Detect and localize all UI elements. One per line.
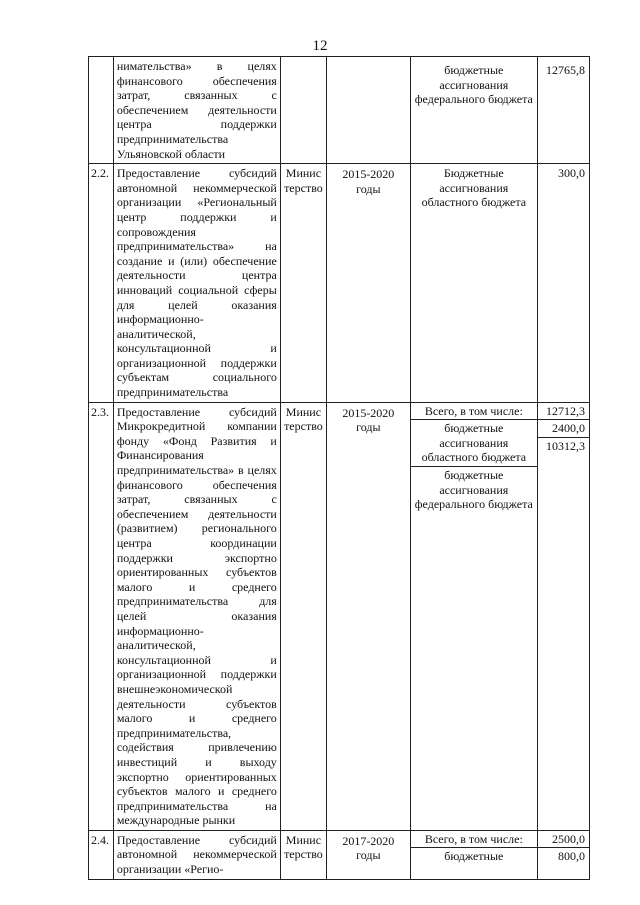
row-number: 2.4. [89,830,114,879]
row-executor: Министерство [280,830,326,879]
amount-federal: 10312,3 [546,438,585,453]
row-period: 2015-2020 годы [327,402,411,830]
source-federal: бюджетные ассигнования федерального бюджета [414,468,533,512]
table-row [89,164,590,403]
row-number [89,57,114,164]
amount-regional: 2400,0 [538,420,589,438]
row-number: 2.2. [89,164,114,403]
row-amount: 300,0 [538,164,590,403]
row-period: 2017-2020 годы [327,830,411,879]
amount-total: 2500,0 [538,831,589,849]
row-amount: 12765,8 [538,57,590,164]
source-regional: бюджетные ассигнования областного бюджета [411,420,538,467]
row-executor: Министерство [280,402,326,830]
row-sources [410,402,538,830]
amount-regional: 800,0 [558,849,585,864]
table-row [89,402,590,830]
page-number: 12 [312,38,328,54]
row-number: 2.3. [89,402,114,830]
table-row [89,830,590,879]
row-source: бюджетные ассигнования федерального бюджета [410,57,538,164]
row-executor: Министерство [280,164,326,403]
row-amounts [538,402,590,830]
row-period: 2015-2020 годы [327,164,411,403]
row-sources [410,830,538,879]
row-description: нимательства» в целях финансового обеспечения затрат, связанных с обеспечением деятельности центра поддержки предпринимательства Ульяновской области [113,57,280,164]
row-amounts [538,830,590,879]
budget-table [88,56,590,880]
amount-total: 12712,3 [538,403,589,421]
row-executor [280,57,326,164]
row-period [327,57,411,164]
table-row [89,57,590,164]
row-description: Предоставление субсидий автономной некоммерческой организации «Регио- [113,830,280,879]
row-description: Предоставление субсидий Микрокредитной компании фонду «Фонд Развития и Финансирования предпринимательства» в целях финансового обеспечения затрат, связанных с обеспечением деятельности (развитием) регионального центра координации поддержки экспортно ориентированных субъектов малого и среднего предпринимательства для целей оказания информационно-аналитической, консультационной и организационной поддержки внешнеэкономической деятельности субъектов малого и среднего предпринимательства, содействия привлечению инвестиций и выходу экспортно ориентированных субъектов малого и среднего предпринимательства на международные рынки [113,402,280,830]
row-description: Предоставление субсидий автономной некоммерческой организации «Региональный центр поддержки и сопровождения предпринимательства» на создание и (или) обеспечение деятельности центра инноваций социальной сферы для целей оказания информационно-аналитической, консультационной и организационной поддержки субъектам социального предпринимательства [113,164,280,403]
row-source: Бюджетные ассигнования областного бюджета [410,164,538,403]
source-regional: бюджетные [444,849,504,864]
source-total: Всего, в том числе: [411,831,538,849]
source-total: Всего, в том числе: [411,403,538,421]
